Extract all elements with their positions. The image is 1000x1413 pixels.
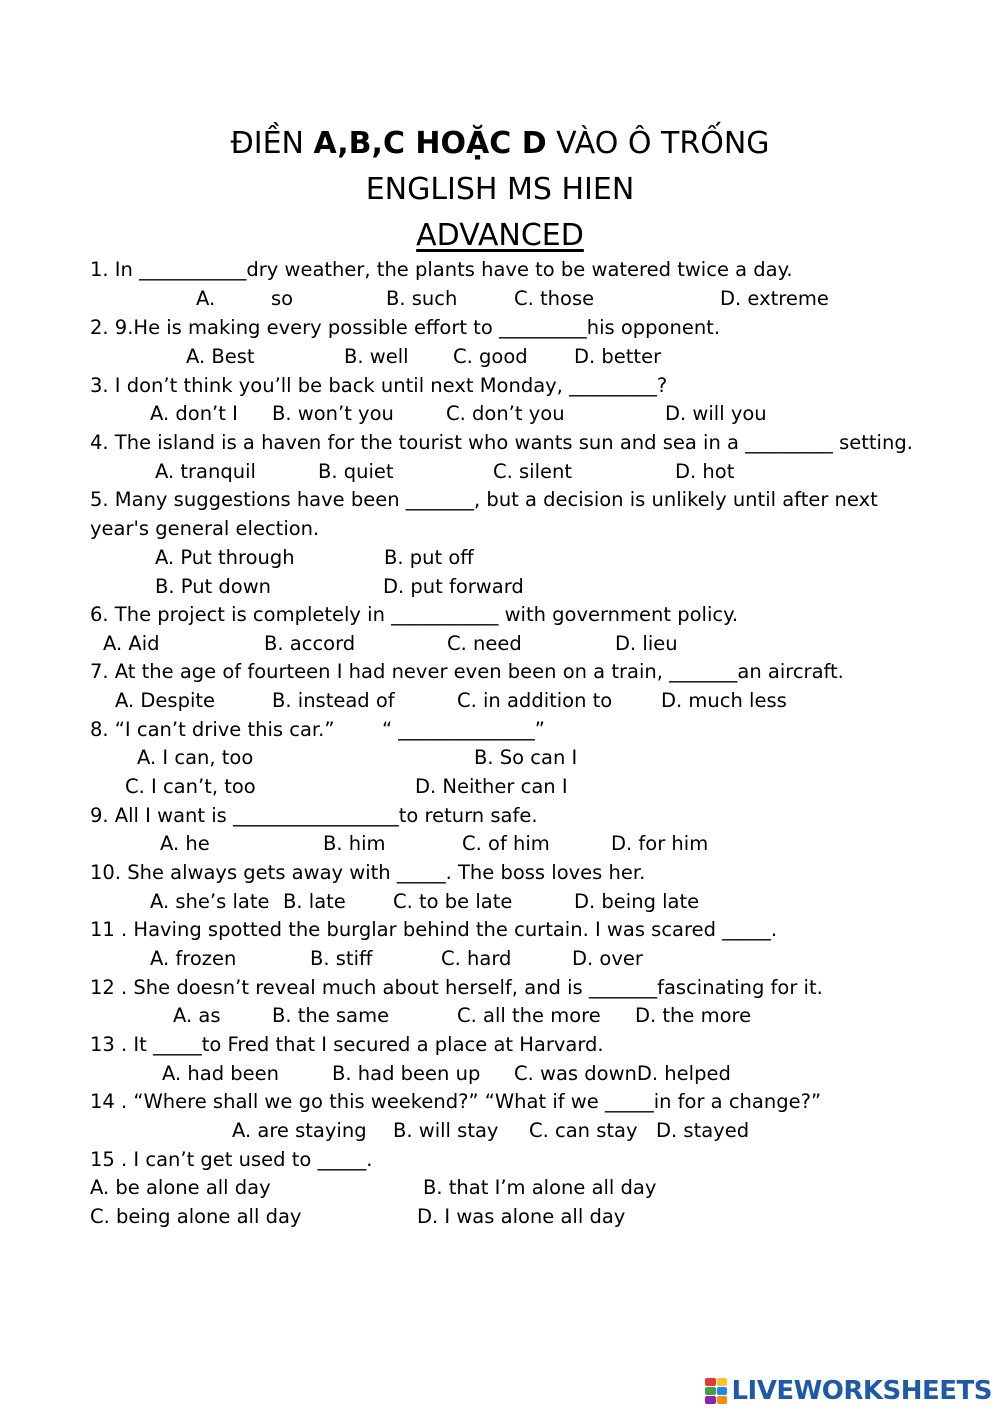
- question-6-option-c: C. need: [447, 632, 522, 655]
- question-14-option-d: D. stayed: [656, 1119, 750, 1142]
- question-12-option-c: C. all the more: [457, 1004, 601, 1027]
- question-12-stem: 12 . She doesn’t reveal much about herself, and is _______fascinating for it.: [90, 976, 823, 999]
- question-10-option-b: B. late: [283, 890, 346, 913]
- question-1-option-a: A.: [196, 287, 216, 310]
- question-10-stem: 10. She always gets away with _____. The boss loves her.: [90, 861, 646, 884]
- question-2-option-c: C. good: [453, 345, 528, 368]
- question-9-stem: 9. All I want is _________________to return safe.: [90, 804, 538, 827]
- question-4-option-a: A. tranquil: [155, 460, 256, 483]
- question-12-option-a: A. as: [173, 1004, 221, 1027]
- question-1-option-a-text: so: [271, 287, 294, 310]
- question-9-option-a: A. he: [160, 832, 210, 855]
- question-12-option-b: B. the same: [272, 1004, 390, 1027]
- question-5-option-b: B. put off: [384, 546, 474, 569]
- question-9-option-b: B. him: [323, 832, 386, 855]
- question-4-option-c: C. silent: [493, 460, 573, 483]
- question-5-option-d: D. put forward: [383, 575, 524, 598]
- question-10-option-c: C. to be late: [393, 890, 513, 913]
- question-6-option-a: A. Aid: [103, 632, 160, 655]
- question-1-option-c: C. those: [514, 287, 595, 310]
- question-1-option-b: B. such: [386, 287, 458, 310]
- title-suffix: VÀO Ô TRỐNG: [546, 126, 770, 161]
- question-15-stem: 15 . I can’t get used to _____.: [90, 1148, 373, 1171]
- question-7-option-d: D. much less: [661, 689, 787, 712]
- question-13-stem: 13 . It _____to Fred that I secured a place at Harvard.: [90, 1033, 604, 1056]
- question-14-option-b: B. will stay: [393, 1119, 499, 1142]
- question-3-option-c: C. don’t you: [446, 402, 565, 425]
- question-3-option-b: B. won’t you: [272, 402, 394, 425]
- title-bold: A,B,C HOẶC D: [313, 126, 547, 161]
- question-7-option-a: A. Despite: [115, 689, 216, 712]
- question-3-option-a: A. don’t I: [150, 402, 238, 425]
- question-8-stem: 8. “I can’t drive this car.”: [90, 718, 335, 741]
- question-9-option-c: C. of him: [462, 832, 550, 855]
- worksheet-subtitle: ENGLISH MS HIEN: [365, 172, 635, 207]
- title-prefix: ĐIỀN: [230, 126, 314, 161]
- question-13-option-b: B. had been up: [332, 1062, 481, 1085]
- question-3-option-d: D. will you: [665, 402, 767, 425]
- question-8-option-c: C. I can’t, too: [125, 775, 256, 798]
- question-13-option-c-d: C. was downD. helped: [514, 1062, 731, 1085]
- question-7-stem: 7. At the age of fourteen I had never even been on a train, _______an aircraft.: [90, 660, 844, 683]
- question-2-stem: 2. 9.He is making every possible effort to _________his opponent.: [90, 316, 721, 339]
- question-5-option-a: A. Put through: [155, 546, 295, 569]
- question-15-option-a: A. be alone all day: [90, 1176, 271, 1199]
- question-15-option-d: D. I was alone all day: [417, 1205, 626, 1228]
- liveworksheets-logo-text: LIVEWORKSHEETS: [731, 1376, 992, 1406]
- question-10-option-a: A. she’s late: [150, 890, 270, 913]
- question-6-stem: 6. The project is completely in ___________ with government policy.: [90, 603, 739, 626]
- worksheet-level: ADVANCED: [416, 218, 584, 253]
- question-8-reply-blank: “ ______________”: [382, 718, 545, 741]
- question-3-stem: 3. I don’t think you’ll be back until next Monday, _________?: [90, 374, 668, 397]
- question-4-option-b: B. quiet: [318, 460, 394, 483]
- question-11-stem: 11 . Having spotted the burglar behind the curtain. I was scared _____.: [90, 918, 778, 941]
- question-1-stem: 1. In ___________dry weather, the plants have to be watered twice a day.: [90, 258, 793, 281]
- question-4-option-d: D. hot: [675, 460, 735, 483]
- question-14-stem: 14 . “Where shall we go this weekend?” “What if we _____in for a change?”: [90, 1090, 822, 1113]
- liveworksheets-logo-icon: [705, 1378, 727, 1404]
- question-11-option-c: C. hard: [441, 947, 512, 970]
- question-12-option-d: D. the more: [635, 1004, 752, 1027]
- question-6-option-d: D. lieu: [615, 632, 678, 655]
- question-11-option-a: A. frozen: [150, 947, 237, 970]
- question-8-option-b: B. So can I: [474, 746, 578, 769]
- question-13-option-a: A. had been: [162, 1062, 280, 1085]
- question-5-option-c: B. Put down: [155, 575, 272, 598]
- question-7-option-c: C. in addition to: [457, 689, 613, 712]
- question-5-stem: 5. Many suggestions have been _______, but a decision is unlikely until after next: [90, 488, 878, 511]
- liveworksheets-logo: [705, 1374, 992, 1408]
- question-14-option-c: C. can stay: [529, 1119, 638, 1142]
- question-8-option-d: D. Neither can I: [415, 775, 568, 798]
- question-2-option-d: D. better: [574, 345, 662, 368]
- question-2-option-a: A. Best: [186, 345, 255, 368]
- question-7-option-b: B. instead of: [272, 689, 395, 712]
- question-8-option-a: A. I can, too: [137, 746, 254, 769]
- question-11-option-d: D. over: [572, 947, 643, 970]
- question-10-option-d: D. being late: [574, 890, 700, 913]
- question-9-option-d: D. for him: [611, 832, 709, 855]
- question-11-option-b: B. stiff: [310, 947, 373, 970]
- question-6-option-b: B. accord: [264, 632, 356, 655]
- question-15-option-b: B. that I’m alone all day: [423, 1176, 657, 1199]
- question-14-option-a: A. are staying: [232, 1119, 367, 1142]
- worksheet-title: [0, 126, 1000, 162]
- question-4-stem: 4. The island is a haven for the tourist who wants sun and sea in a _________ setting.: [90, 431, 913, 454]
- question-2-option-b: B. well: [344, 345, 409, 368]
- question-1-option-d: D. extreme: [720, 287, 829, 310]
- question-15-option-c: C. being alone all day: [90, 1205, 302, 1228]
- question-5-stem-continued: year's general election.: [90, 517, 320, 540]
